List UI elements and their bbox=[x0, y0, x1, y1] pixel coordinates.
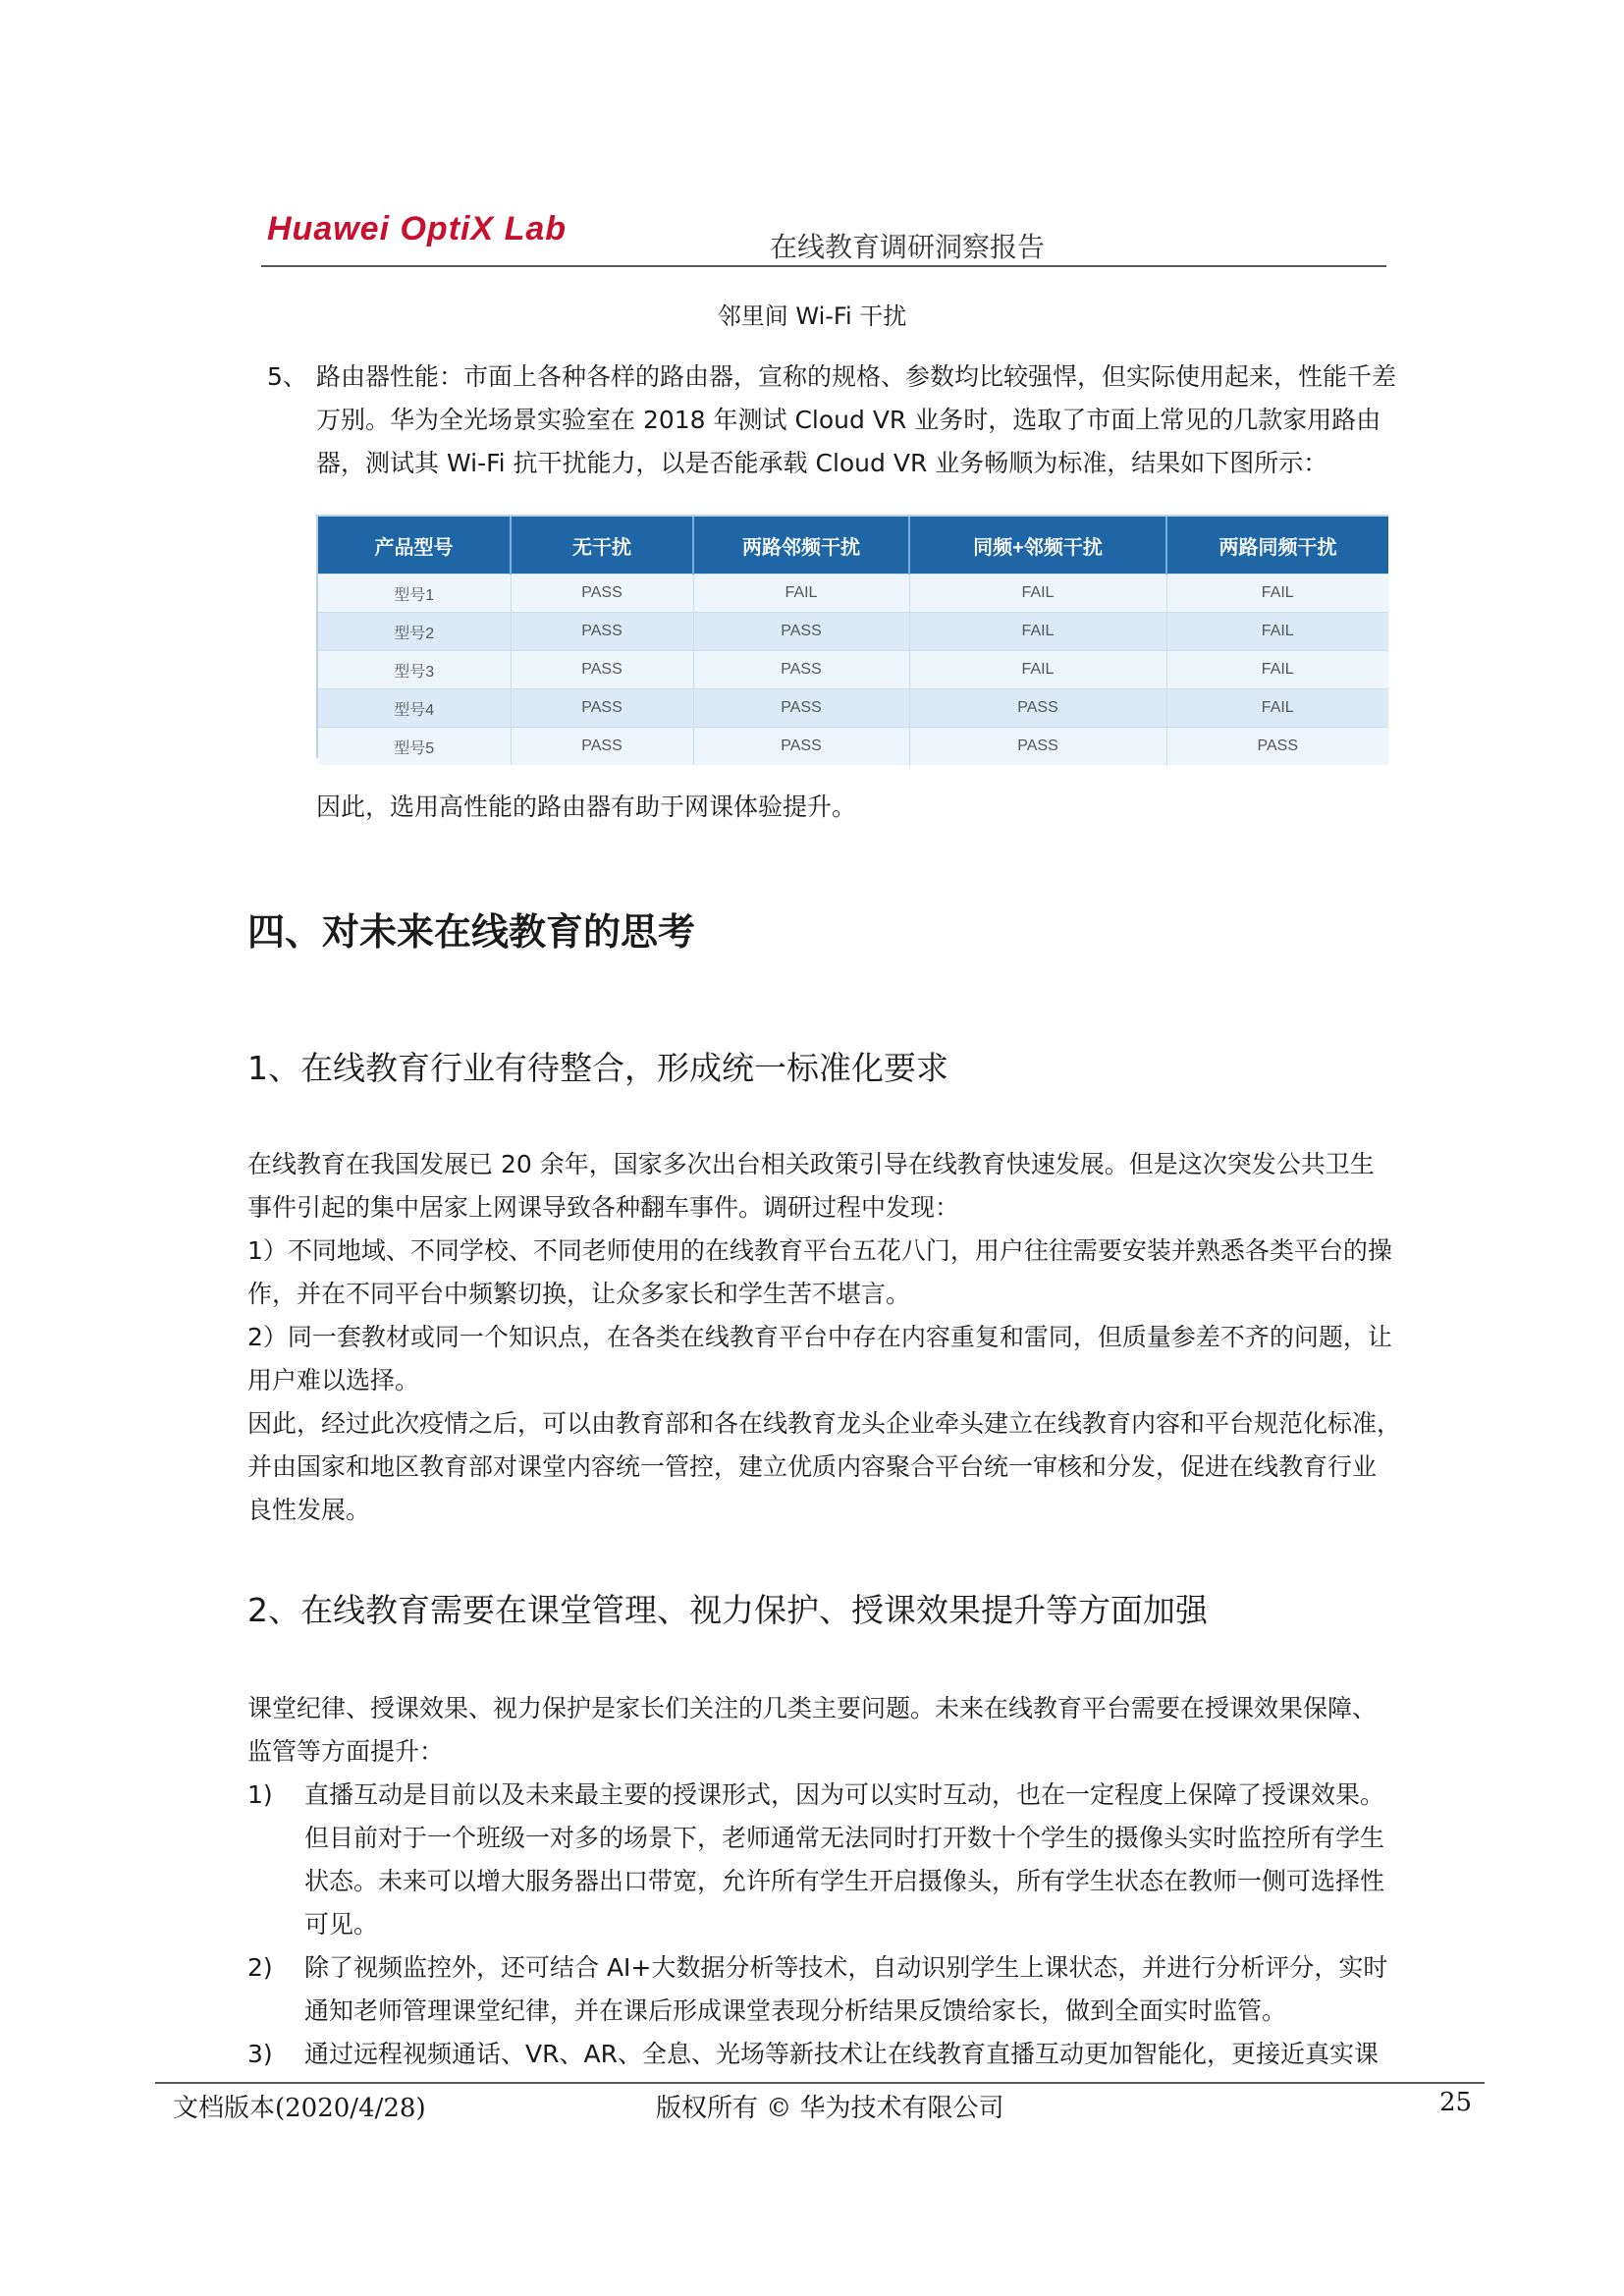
table-cell: PASS bbox=[693, 613, 909, 651]
document-version: 文档版本(2020/4/28) bbox=[173, 2094, 426, 2123]
text-line: 并由国家和地区教育部对课堂内容统一管控，建立优质内容聚合平台统一审核和分发，促进在线教育行业 bbox=[247, 1452, 1378, 1481]
table-cell: PASS bbox=[693, 689, 909, 728]
text-line: 监管等方面提升： bbox=[247, 1737, 445, 1766]
table-cell: PASS bbox=[511, 651, 693, 689]
header-divider bbox=[261, 265, 1386, 267]
table-cell: PASS bbox=[511, 728, 693, 766]
text-line: 事件引起的集中居家上网课导致各种翻车事件。调研过程中发现： bbox=[247, 1193, 960, 1222]
text-line: 状态。未来可以增大服务器出口带宽，允许所有学生开启摄像头，所有学生状态在教师一侧可选择性 bbox=[304, 1867, 1385, 1895]
router-performance-table bbox=[316, 515, 1388, 758]
table-row bbox=[318, 613, 1388, 651]
column-header: 产品型号 bbox=[318, 517, 511, 574]
list-item-number: 1) bbox=[247, 1780, 273, 1809]
table-cell: FAIL bbox=[1166, 613, 1388, 651]
table-cell: 型号4 bbox=[318, 689, 511, 728]
text-line: 通知老师管理课堂纪律，并在课后形成课堂表现分析结果反馈给家长，做到全面实时监管。 bbox=[304, 1996, 1287, 2025]
footer-divider bbox=[155, 2082, 1485, 2084]
column-header: 同频+邻频干扰 bbox=[909, 517, 1166, 574]
logo: Huawei OptiX Lab bbox=[267, 210, 568, 247]
table-cell: FAIL bbox=[909, 651, 1166, 689]
table-cell: FAIL bbox=[1166, 689, 1388, 728]
text-line: 可见。 bbox=[304, 1910, 379, 1939]
table-cell: PASS bbox=[693, 728, 909, 766]
list-item-number: 2) bbox=[247, 1953, 273, 1982]
text-line: 器，测试其 Wi-Fi 抗干扰能力，以是否能承载 Cloud VR 业务畅顺为标准，结果如下图所示： bbox=[316, 449, 1328, 477]
figure-caption: 邻里间 Wi-Fi 干扰 bbox=[717, 302, 907, 330]
column-header: 两路同频干扰 bbox=[1166, 517, 1388, 574]
text-line: 除了视频监控外，还可结合 AI+大数据分析等技术，自动识别学生上课状态，并进行分析评分，实时 bbox=[304, 1953, 1388, 1982]
item-number: 5、 bbox=[267, 362, 307, 391]
text-line: 但目前对于一个班级一对多的场景下，老师通常无法同时打开数十个学生的摄像头实时监控所有学生 bbox=[304, 1824, 1385, 1852]
text-line: 在线教育在我国发展已 20 余年，国家多次出台相关政策引导在线教育快速发展。但是这次突发公共卫生 bbox=[247, 1150, 1375, 1178]
header-title: 在线教育调研洞察报告 bbox=[770, 231, 1046, 263]
table-row bbox=[318, 651, 1388, 689]
table-header-row bbox=[318, 517, 1388, 574]
table-row bbox=[318, 728, 1388, 766]
list-item-number: 3) bbox=[247, 2040, 273, 2068]
table-cell: PASS bbox=[909, 728, 1166, 766]
page-number: 25 bbox=[1439, 2088, 1473, 2117]
table-cell: PASS bbox=[909, 689, 1166, 728]
list-item bbox=[304, 1946, 1387, 2033]
copyright-notice: 版权所有 © 华为技术有限公司 bbox=[656, 2094, 1004, 2123]
text-line: 2）同一套教材或同一个知识点，在各类在线教育平台中存在内容重复和雷同，但质量参差不齐的问题，让 bbox=[247, 1323, 1392, 1351]
table-row bbox=[318, 574, 1388, 613]
table-cell: FAIL bbox=[693, 574, 909, 613]
table-cell: 型号5 bbox=[318, 728, 511, 766]
text-line: 通过远程视频通话、VR、AR、全息、光场等新技术让在线教育直播互动更加智能化，更接近真实课 bbox=[304, 2040, 1379, 2068]
text-line: 良性发展。 bbox=[247, 1496, 371, 1524]
table-cell: PASS bbox=[511, 613, 693, 651]
table-cell: PASS bbox=[693, 651, 909, 689]
table-cell: PASS bbox=[1166, 728, 1388, 766]
list-item bbox=[304, 2033, 1379, 2076]
list-item bbox=[304, 1774, 1384, 1946]
text-line: 万别。华为全光场景实验室在 2018 年测试 Cloud VR 业务时，选取了市面上常见的几款家用路由 bbox=[316, 406, 1381, 434]
text-line: 用户难以选择。 bbox=[247, 1366, 420, 1394]
table-cell: FAIL bbox=[1166, 651, 1388, 689]
text-line: 课堂纪律、授课效果、视力保护是家长们关注的几类主要问题。未来在线教育平台需要在授课效果保障、 bbox=[247, 1694, 1378, 1722]
text-line: 因此，经过此次疫情之后，可以由教育部和各在线教育龙头企业牵头建立在线教育内容和平台规范化标准， bbox=[247, 1409, 1402, 1438]
text-line: 路由器性能：市面上各种各样的路由器，宣称的规格、参数均比较强悍，但实际使用起来，性能千差 bbox=[316, 362, 1397, 391]
column-header: 两路邻频干扰 bbox=[693, 517, 909, 574]
table-cell: FAIL bbox=[909, 574, 1166, 613]
subsection-heading: 2、在线教育需要在课堂管理、视力保护、授课效果提升等方面加强 bbox=[247, 1591, 1208, 1629]
text-line: 1）不同地域、不同学校、不同老师使用的在线教育平台五花八门，用户往往需要安装并熟悉各类平台的操 bbox=[247, 1236, 1392, 1265]
table-cell: FAIL bbox=[909, 613, 1166, 651]
table-row bbox=[318, 689, 1388, 728]
table-cell: 型号1 bbox=[318, 574, 511, 613]
text-line: 作，并在不同平台中频繁切换，让众多家长和学生苦不堪言。 bbox=[247, 1280, 911, 1308]
table-cell: PASS bbox=[511, 574, 693, 613]
section-heading: 四、对未来在线教育的思考 bbox=[247, 910, 696, 954]
column-header: 无干扰 bbox=[511, 517, 693, 574]
subsection-1-body bbox=[247, 1143, 1401, 1532]
table-cell: 型号3 bbox=[318, 651, 511, 689]
item-5-text bbox=[316, 355, 1396, 485]
subsection-2-intro bbox=[247, 1687, 1377, 1774]
conclusion-text: 因此，选用高性能的路由器有助于网课体验提升。 bbox=[316, 793, 857, 821]
table-cell: 型号2 bbox=[318, 613, 511, 651]
table-cell: FAIL bbox=[1166, 574, 1388, 613]
text-line: 直播互动是目前以及未来最主要的授课形式，因为可以实时互动，也在一定程度上保障了授课效果。 bbox=[304, 1780, 1385, 1809]
subsection-heading: 1、在线教育行业有待整合，形成统一标准化要求 bbox=[247, 1049, 948, 1087]
table-cell: PASS bbox=[511, 689, 693, 728]
